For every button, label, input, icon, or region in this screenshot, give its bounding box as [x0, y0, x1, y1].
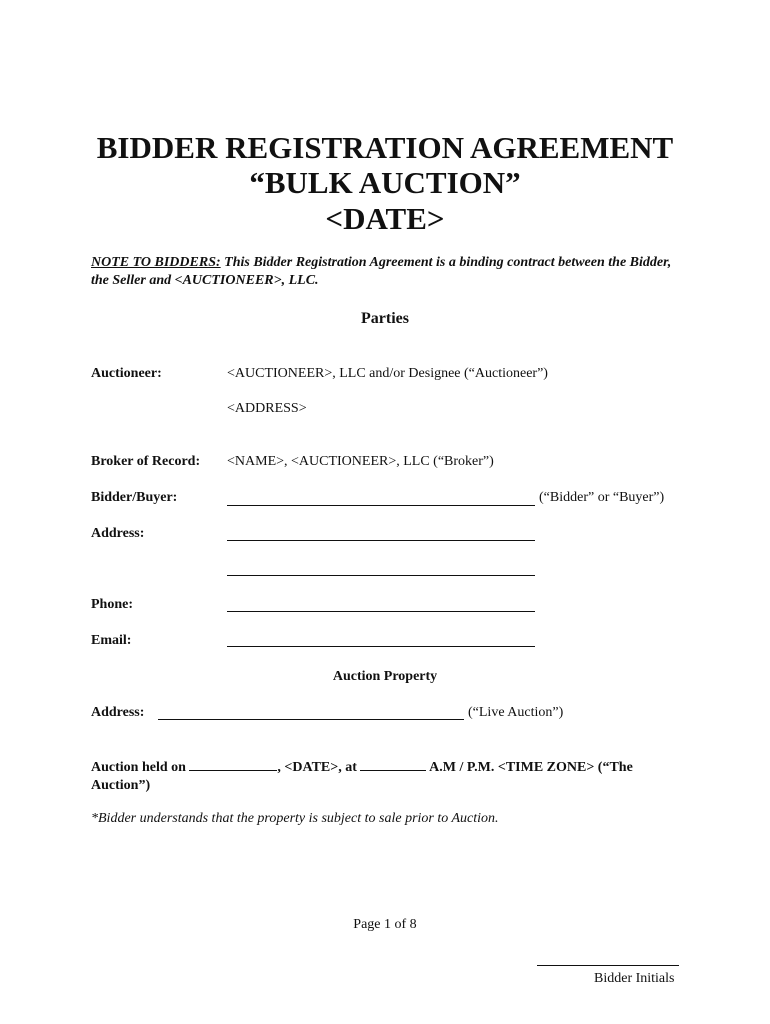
disclaimer-text: *Bidder understands that the property is subject to sale prior to Auction.: [91, 811, 499, 826]
phone-label: Phone:: [91, 597, 133, 612]
auction-held-part-2: , <DATE>, at: [277, 760, 357, 775]
address-label: Address:: [91, 526, 145, 541]
property-address-suffix: (“Live Auction”): [468, 705, 564, 720]
note-body: This Bidder Registration Agreement is a binding contract between the Bidder, the Seller and <AUCTIONEER>, LLC.: [91, 255, 672, 288]
broker-label: Broker of Record:: [91, 454, 201, 469]
page-number: Page 1 of 8: [353, 917, 417, 932]
property-address-label: Address:: [91, 705, 145, 720]
address-line-1[interactable]: [227, 540, 535, 541]
bidder-initials-line[interactable]: [537, 965, 679, 966]
title-line-1: BIDDER REGISTRATION AGREEMENT: [96, 130, 674, 165]
bidder-name-line[interactable]: [227, 505, 535, 506]
auction-held-part-3: A.M / P.M. <TIME ZONE> (“The Auction”): [91, 760, 633, 793]
note-to-bidders: [91, 254, 691, 290]
phone-line[interactable]: [227, 611, 535, 612]
auctioneer-value: <AUCTIONEER>, LLC and/or Designee (“Auctioneer”): [227, 366, 548, 381]
auctioneer-label: Auctioneer:: [91, 366, 162, 381]
bidder-suffix: (“Bidder” or “Buyer”): [539, 490, 665, 505]
property-address-line[interactable]: [158, 719, 464, 720]
auctioneer-address: <ADDRESS>: [227, 401, 307, 416]
title-line-2: “BULK AUCTION”: [249, 165, 521, 200]
auction-held-statement: [91, 757, 691, 795]
auction-property-heading: Auction Property: [332, 669, 438, 684]
auction-time-blank[interactable]: [360, 757, 426, 771]
note-heading: NOTE TO BIDDERS:: [91, 255, 221, 270]
bidder-initials-label: Bidder Initials: [594, 971, 675, 986]
email-label: Email:: [91, 633, 132, 648]
auction-held-part-1: Auction held on: [91, 760, 186, 775]
title-line-3: <DATE>: [325, 201, 445, 236]
email-line[interactable]: [227, 646, 535, 647]
bidder-label: Bidder/Buyer:: [91, 490, 178, 505]
parties-heading: Parties: [361, 310, 409, 327]
auction-day-blank[interactable]: [189, 757, 277, 771]
broker-value: <NAME>, <AUCTIONEER>, LLC (“Broker”): [227, 454, 494, 469]
address-line-2[interactable]: [227, 575, 535, 576]
